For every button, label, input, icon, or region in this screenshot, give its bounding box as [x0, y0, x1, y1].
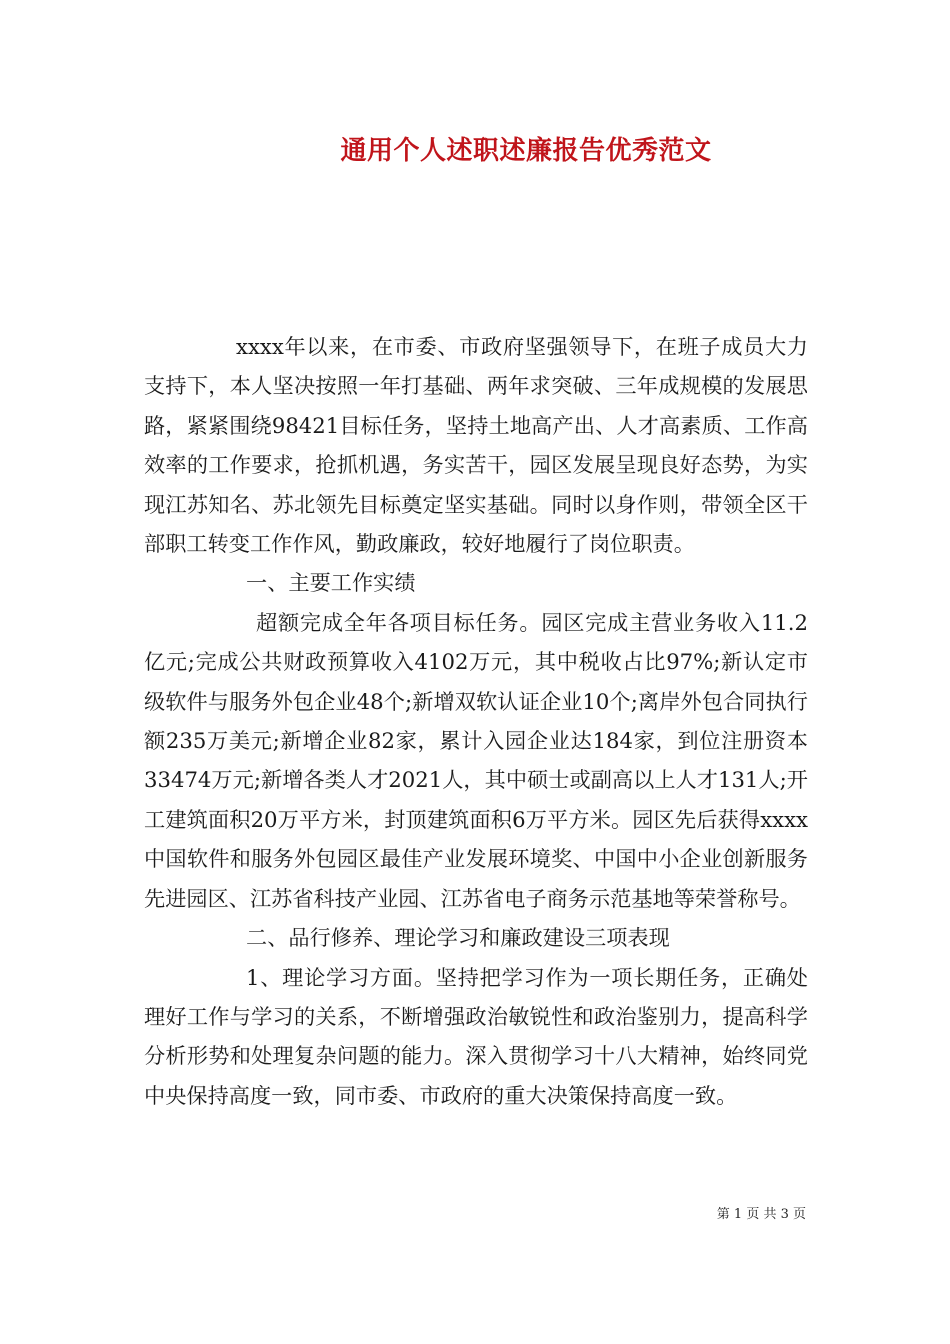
section-heading-2: 二、品行修养、理论学习和廉政建设三项表现 [246, 925, 670, 951]
theory-study-paragraph: 1、理论学习方面。坚持把学习作为一项长期任务，正确处理好工作与学习的关系，不断增强政治敏锐性和政治鉴别力，提高科学分析形势和处理复杂问题的能力。深入贯彻学习十八大精神，始终同党中央保持高度一致，同市委、市政府的重大决策保持高度一致。 [144, 964, 808, 1108]
achievements-paragraph: 超额完成全年各项目标任务。园区完成主营业务收入11.2亿元;完成公共财政预算收入4102万元，其中税收占比97%;新认定市级软件与服务外包企业48个;新增双软认证企业10个;离岸外包合同执行额235万美元;新增企业82家，累计入园企业达184家，到位注册资本33474万元;新增各类人才2021人，其中硕士或副高以上人才131人;开工建筑面积20万平方米，封顶建筑面积6万平方米。园区先后获得xxxx中国软件和服务外包园区最佳产业发展环境奖、中国中小企业创新服务先进园区、江苏省科技产业园、江苏省电子商务示范基地等荣誉称号。 [144, 609, 808, 911]
intro-paragraph: xxxx年以来，在市委、市政府坚强领导下，在班子成员大力支持下，本人坚决按照一年打基础、两年求突破、三年成规模的发展思路，紧紧围绕98421目标任务，坚持土地高产出、人才高素质、工作高效率的工作要求，抢抓机遇，务实苦干，园区发展呈现良好态势，为实现江苏知名、苏北领先目标奠定坚实基础。同时以身作则，带领全区干部职工转变工作作风，勤政廉政，较好地履行了岗位职责。 [144, 334, 808, 557]
document-title: 通用个人述职述廉报告优秀范文 [340, 136, 712, 166]
document-body [144, 327, 808, 1115]
page-indicator: 第 1 页 共 3 页 [716, 1207, 806, 1222]
section-heading-1: 一、主要工作实绩 [246, 570, 416, 596]
